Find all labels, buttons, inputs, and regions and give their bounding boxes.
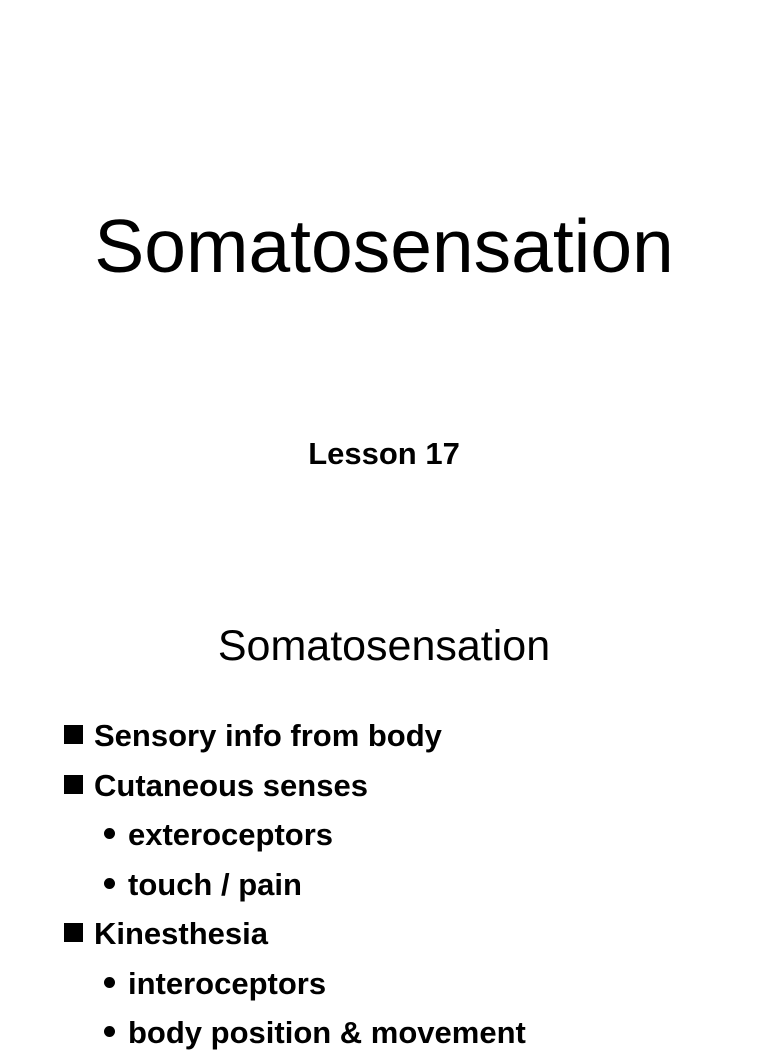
square-bullet-icon	[64, 775, 83, 794]
bullet-text: touch / pain	[128, 866, 302, 902]
square-bullet-icon	[64, 725, 83, 744]
bullet-text: exteroceptors	[128, 817, 334, 852]
sub-bullet-item	[0, 964, 768, 1014]
sub-bullet-item	[0, 865, 768, 915]
square-bullet-icon	[64, 923, 83, 942]
content-slide	[0, 576, 768, 1050]
sub-bullet-item	[0, 1013, 768, 1063]
bullet-text: Sensory info from body	[94, 718, 442, 753]
bullet-item	[0, 914, 768, 964]
bullet-text: interoceptors	[128, 965, 327, 1001]
dot-bullet-icon	[104, 878, 115, 889]
bullet-text: Kinesthesia	[94, 916, 269, 951]
bullet-list	[0, 716, 768, 1063]
dot-bullet-icon	[104, 1026, 115, 1037]
bullet-text: body position & movement	[128, 1015, 526, 1050]
slide-title: Somatosensation	[94, 204, 674, 288]
bullet-item	[0, 766, 768, 816]
sub-bullet-item	[0, 815, 768, 865]
bullet-text: Cutaneous senses	[94, 767, 368, 803]
dot-bullet-icon	[104, 828, 115, 839]
slide-title: Somatosensation	[217, 622, 551, 670]
bullet-item	[0, 716, 768, 766]
dot-bullet-icon	[104, 977, 115, 988]
slide-subtitle: Lesson 17	[308, 436, 460, 471]
